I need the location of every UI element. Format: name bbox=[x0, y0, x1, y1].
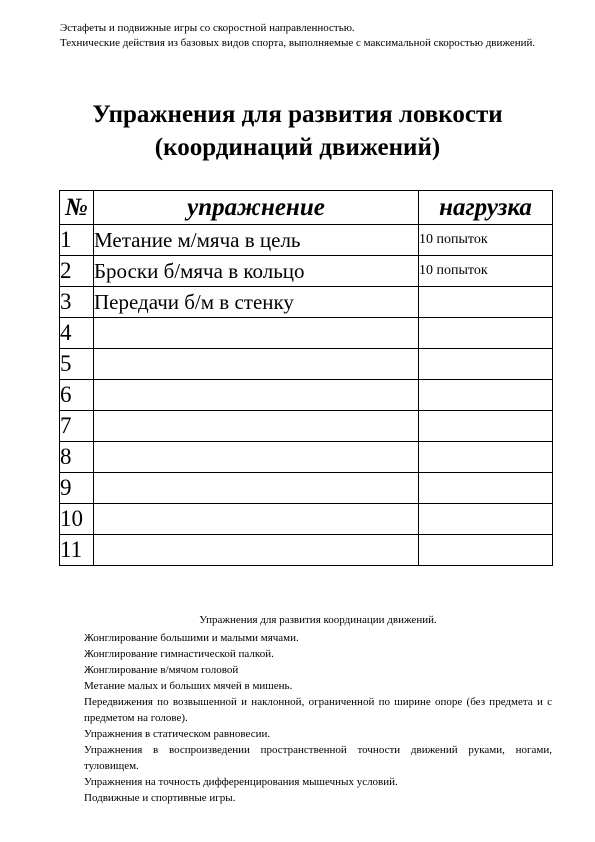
header-load: нагрузка bbox=[419, 191, 553, 225]
intro-line: Эстафеты и подвижные игры со скоростной направленностью. bbox=[60, 22, 355, 34]
table-row bbox=[60, 349, 553, 380]
row-exercise bbox=[94, 535, 419, 566]
row-num: 4 bbox=[60, 318, 94, 349]
list-item: Жонглирование в/мячом головой bbox=[84, 664, 239, 676]
list-item: Метание малых и больших мячей в мишень. bbox=[84, 680, 293, 692]
table-row bbox=[60, 225, 553, 256]
table-row bbox=[60, 411, 553, 442]
row-load bbox=[419, 380, 553, 411]
row-num: 2 bbox=[60, 256, 94, 287]
row-exercise bbox=[94, 504, 419, 535]
list-item: Жонглирование гимнастической палкой. bbox=[84, 648, 274, 660]
row-load bbox=[419, 442, 553, 473]
page-title bbox=[0, 98, 595, 164]
row-load bbox=[419, 504, 553, 535]
coordination-section bbox=[84, 612, 552, 806]
row-exercise bbox=[94, 411, 419, 442]
list-item: Упражнения в воспроизведении пространственной точности движений руками, ногами, туловищем. bbox=[84, 744, 552, 772]
table-row bbox=[60, 535, 553, 566]
coordination-heading: Упражнения для развития координации движений. bbox=[199, 614, 437, 626]
row-load bbox=[419, 349, 553, 380]
row-num: 8 bbox=[60, 442, 94, 473]
table-row bbox=[60, 256, 553, 287]
list-item: Упражнения в статическом равновесии. bbox=[84, 728, 271, 740]
row-load bbox=[419, 287, 553, 318]
table-header-row bbox=[60, 191, 553, 225]
row-load: 10 попыток bbox=[419, 225, 553, 256]
row-load bbox=[419, 411, 553, 442]
title-line-1: Упражнения для развития ловкости bbox=[92, 101, 503, 128]
table-row bbox=[60, 504, 553, 535]
table-row bbox=[60, 380, 553, 411]
row-exercise: Метание м/мяча в цель bbox=[94, 225, 419, 256]
row-num: 1 bbox=[60, 225, 94, 256]
table-row bbox=[60, 442, 553, 473]
row-load bbox=[419, 318, 553, 349]
table-row bbox=[60, 318, 553, 349]
row-num: 9 bbox=[60, 473, 94, 504]
row-num: 11 bbox=[60, 535, 94, 566]
intro-line: Технические действия из базовых видов спорта, выполняемые с максимальной скоростью движений. bbox=[60, 37, 536, 49]
table-row bbox=[60, 287, 553, 318]
row-num: 7 bbox=[60, 411, 94, 442]
row-load bbox=[419, 535, 553, 566]
row-exercise bbox=[94, 473, 419, 504]
row-load bbox=[419, 473, 553, 504]
row-exercise bbox=[94, 442, 419, 473]
exercise-table bbox=[59, 190, 553, 566]
row-exercise bbox=[94, 380, 419, 411]
list-item: Передвижения по возвышенной и наклонной, ограниченной по ширине опоре (без предмета и с предметом на голове). bbox=[84, 696, 552, 724]
list-item: Жонглирование большими и малыми мячами. bbox=[84, 632, 299, 644]
row-num: 3 bbox=[60, 287, 94, 318]
list-item: Упражнения на точность дифференцирования мышечных условий. bbox=[84, 776, 398, 788]
row-exercise: Броски б/мяча в кольцо bbox=[94, 256, 419, 287]
header-num: № bbox=[60, 191, 94, 225]
list-item: Подвижные и спортивные игры. bbox=[84, 792, 236, 804]
row-num: 5 bbox=[60, 349, 94, 380]
coordination-list bbox=[84, 630, 552, 806]
intro-text bbox=[60, 21, 560, 51]
row-num: 10 bbox=[60, 504, 94, 535]
title-line-2: (координаций движений) bbox=[154, 134, 441, 161]
header-exercise: упражнение bbox=[94, 191, 419, 225]
table-row bbox=[60, 473, 553, 504]
row-num: 6 bbox=[60, 380, 94, 411]
row-exercise: Передачи б/м в стенку bbox=[94, 287, 419, 318]
row-exercise bbox=[94, 349, 419, 380]
row-exercise bbox=[94, 318, 419, 349]
row-load: 10 попыток bbox=[419, 256, 553, 287]
